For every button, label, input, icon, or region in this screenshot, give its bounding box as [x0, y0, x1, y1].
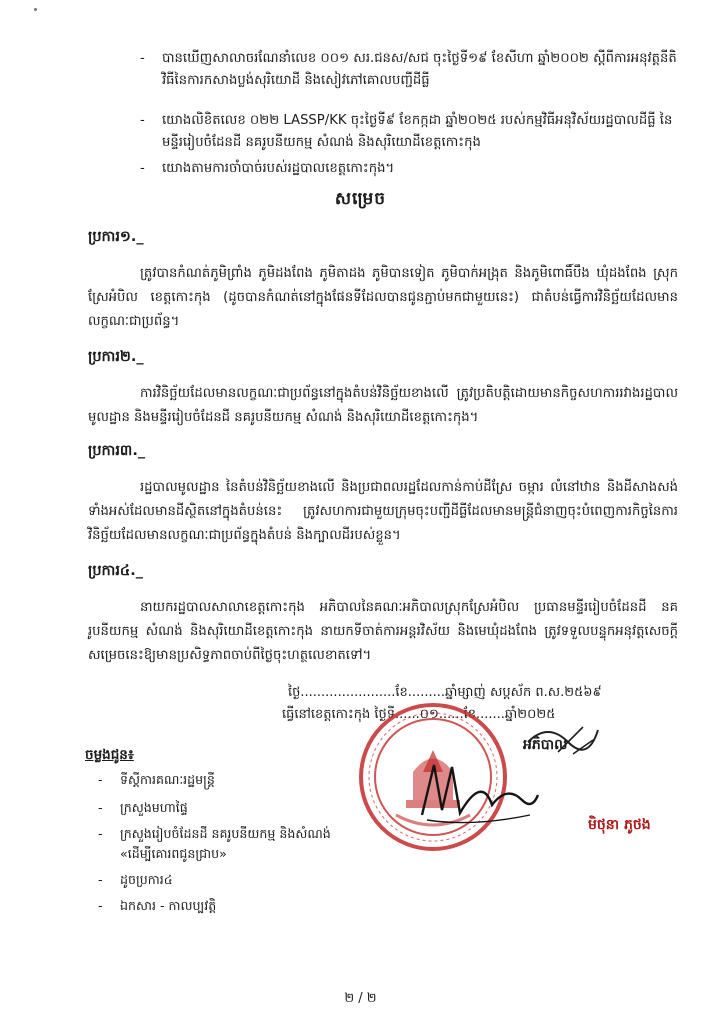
page-number: ២ / ២ — [344, 991, 377, 1006]
bullet-dash: - — [140, 51, 145, 66]
article-1-body: ត្រូវបានកំណត់ភូមិព្រាំង ភូមិដងពែង ភូមិតាដង ភូមិបានទៀត ភូមិបាក់អង្រុត និងភូមិពោធិ៍បឹង ឃុំដងពែង ស្រុកស្រែអំបិល ខេត្តកោះកុង (ដូចបានកំណត់នៅក្នុងផែនទីដែលបានជូនភ្ជាប់មកជាមួយនេះ) ជាតំបន់ធ្វើការវិនិច្ឆ័យដែលមានលក្ខណៈជាប្រព័ន្ធ។ — [88, 266, 678, 329]
date-lunar: ថ្ងៃ.......................ខែ.........ឆ្នាំម្សាញ់ សប្តស័ក ព.ស.២៥៦៩ — [288, 685, 602, 700]
recipient-item: - ដូចប្រការ៤ — [98, 872, 173, 887]
recipient-text: ក្រសួងរៀបចំដែនដី នគរូបនីយកម្ម និងសំណង់ — [120, 826, 331, 841]
article-1-heading: ប្រការ១._ — [88, 229, 144, 245]
bullet-dash: - — [140, 113, 145, 128]
article-4-body: នាយករដ្ឋបាលសាលាខេត្តកោះកុង អភិបាលនៃគណៈអភិបាលស្រុកស្រែអំបិល ប្រធានមន្ទីររៀបចំដែនដី នគរូបនីយកម្ម សំណង់ និងសុរិយោដីខេត្តកោះកុង នាយកទីចាត់ការអន្តរវិស័យ និងមេឃុំដងពែង ត្រូវទទួលបន្ទុកអនុវត្តសេចក្តីសម្រេចនេះឱ្យមានប្រសិទ្ធភាពចាប់ពីថ្ងៃចុះហត្ថលេខាតទៅ។ — [88, 600, 678, 663]
governor-name: មិថុនា ភូថង — [588, 817, 651, 833]
article-2-heading: ប្រការ២._ — [88, 349, 144, 365]
bullet-dash: - — [140, 161, 145, 176]
article-3-body: រដ្ឋបាលមូលដ្ឋាន នៃតំបន់វិនិច្ឆ័យខាងលើ និងប្រជាពលរដ្ឋដែលកាន់កាប់ដីស្រែ ចម្ការ លំនៅឋាន និងដីសាងសង់ទាំងអស់ដែលមានដីស្ថិតនៅក្នុងតំបន់នេះ ត្រូវសហការជាមួយក្រុមចុះបញ្ជីដីធ្លីដែលមានមន្ត្រីជំនាញចុះបំពេញការកិច្ចនៃការវិនិច្ឆ័យដែលមានលក្ខណៈជាប្រព័ន្ធក្នុងតំបន់ និងក្បាលដីរបស់ខ្លួន។ — [88, 480, 678, 543]
article-3-heading: ប្រការ៣._ — [88, 443, 146, 459]
recipient-item: - ក្រសួងមហាផ្ទៃ — [98, 800, 188, 815]
decision-title: សម្រេច — [334, 189, 387, 209]
recipient-text: ក្រសួងមហាផ្ទៃ — [120, 800, 188, 815]
preamble-bullet-text: យោងតាមការចាំបាច់របស់រដ្ឋបាលខេត្តកោះកុង។ — [162, 161, 395, 176]
date-solar: ធ្វើនៅខេត្តកោះកុង ថ្ងៃទី......០១......ខែ.......ឆ្នាំ២០២៥ — [282, 707, 556, 722]
governor-title: អភិបាល — [523, 737, 568, 753]
recipient-text: ឯកសារ - កាលប្បវត្តិ — [120, 898, 217, 913]
scan-speck — [34, 8, 37, 11]
recipient-text: ទីស្តីការគណៈរដ្ឋមន្ត្រី — [120, 772, 215, 787]
recipients-heading: ចម្លងជូន៖ — [85, 747, 134, 763]
recipient-item: - ទីស្តីការគណៈរដ្ឋមន្ត្រី — [98, 772, 215, 787]
governor-signature — [412, 755, 542, 830]
preamble-bullet-text: បានឃើញសាលាចរណែនាំលេខ ០០១ សរ.ជនស/សជ ចុះថ្ងៃទី១៩ ខែសីហា ឆ្នាំ២០០២ ស្តីពីការអនុវត្តនីតិវិធីនៃការកសាងប្លង់សុរិយោដី និងសៀវភៅគោលបញ្ជីដីធ្លី — [162, 51, 677, 88]
recipient-item: - ឯកសារ - កាលប្បវត្តិ — [98, 898, 217, 913]
recipient-text: ដូចប្រការ៤ — [120, 872, 173, 887]
recipient-item: - ក្រសួងរៀបចំដែនដី នគរូបនីយកម្ម និងសំណង់ — [98, 826, 331, 841]
preamble-bullet-text: យោងលិខិតលេខ ០២២ LASSP/KK ចុះថ្ងៃទី៩ ខែកក្កដា ឆ្នាំ២០២៥ របស់កម្មវិធីអនុវិស័យរដ្ឋបាលដីធ្លី នៃមន្ទីររៀបចំដែនដី នគរូបនីយកម្ម សំណង់ និងសុរិយោដីខេត្តកោះកុង — [162, 113, 673, 150]
article-2-body: ការវិនិច្ឆ័យដែលមានលក្ខណៈជាប្រព័ន្ធនៅក្នុងតំបន់វិនិច្ឆ័យខាងលើ ត្រូវប្រតិបត្តិដោយមានកិច្ចសហការរវាងរដ្ឋបាលមូលដ្ឋាន និងមន្ទីររៀបចំដែនដី នគរូបនីយកម្ម សំណង់ និងសុរិយោដីខេត្តកោះកុង។ — [88, 386, 678, 425]
recipient-note: «ដើម្បីគោរពជូនជ្រាប» — [120, 846, 227, 861]
article-4-heading: ប្រការ៤._ — [88, 563, 143, 579]
